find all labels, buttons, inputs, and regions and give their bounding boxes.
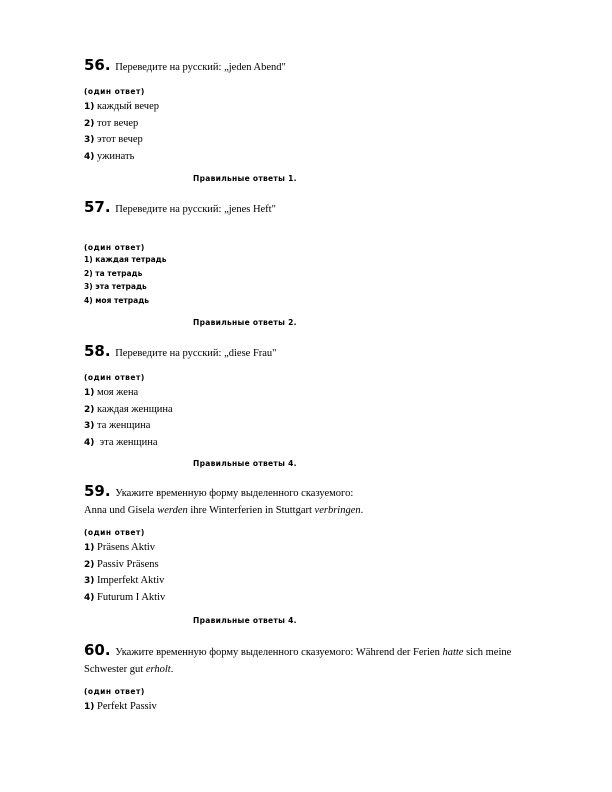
option-text: каждая женщина [97,403,173,415]
question-sentence [84,662,584,677]
option-number: 2) [84,404,95,415]
option-text: эта тетрадь [95,282,147,291]
option [84,253,584,267]
highlighted-verb: verbringen [314,505,361,516]
option-number: 3) [84,135,95,145]
option [84,699,584,716]
option-text: моя жена [97,387,139,398]
option-number: 2) [84,118,95,129]
highlighted-verb: erholt [145,664,171,675]
question-text: sich meine [463,647,512,658]
option-text: ужинать [97,150,135,162]
question-number: 60. [84,641,111,659]
correct-answer-58: Правильные ответы 4. [193,459,297,468]
option-number: 2) [84,559,95,570]
correct-answer-57: Правильные ответы 2. [193,318,297,327]
option-text: этот вечер [97,134,143,145]
option-number: 1) [84,543,95,553]
options-list [84,385,584,451]
sentence-part: . [360,505,364,516]
option-number: 4) [84,151,95,162]
question-heading [84,484,584,501]
option-text: моя тетрадь [95,295,150,305]
option-text: Präsens Aktiv [97,542,156,553]
question-text: Укажите временную форму выделенного сказуемого: Während der Ferien [112,647,443,658]
option-text: Perfekt Passiv [97,701,157,712]
option-number: 4) [84,592,95,603]
options-list [84,99,584,165]
sentence-part: ihre Winterferien in Stuttgart [187,505,315,516]
option-number: 2) [84,268,93,278]
sentence-part: . [170,664,174,675]
option-number: 3) [84,421,95,431]
answer-hint: (один ответ) [84,243,145,252]
question-number: 58. [84,342,111,360]
option-number: 1) [84,255,93,264]
option-text: та женщина [97,420,151,431]
option [84,402,584,419]
option-number: 1) [84,388,95,398]
option-number: 3) [84,282,93,291]
question-text: Переведите на русский: „diese Frau" [112,348,277,359]
option-text: та тетрадь [95,268,143,278]
option [84,149,584,166]
option-number: 3) [84,576,95,586]
option [84,573,584,590]
highlighted-verb: werden [157,505,188,516]
correct-answer-59: Правильные ответы 4. [193,616,297,625]
option-text: каждый вечер [97,101,160,112]
question-56 [84,58,584,165]
question-text: Переведите на русский: „jenes Heft" [112,204,276,215]
option [84,540,584,557]
question-60 [84,643,584,716]
correct-answer-56: Правильные ответы 1. [193,174,297,183]
option-text: Futurum I Aktiv [97,591,166,603]
option-text: каждая тетрадь [95,255,167,264]
option [84,132,584,149]
question-57 [84,200,584,307]
option [84,590,584,607]
option-number: 4) [84,437,95,448]
question-heading [84,643,584,660]
question-59 [84,484,584,606]
options-list [84,699,584,716]
sentence-part: Anna und Gisela [84,505,158,516]
question-number: 56. [84,56,111,74]
option-text: тот вечер [97,117,139,129]
option [84,99,584,116]
answer-hint: (один ответ) [84,373,145,382]
option [84,294,584,308]
option [84,116,584,133]
options-list [84,540,584,606]
question-number: 57. [84,198,111,216]
option-text: Imperfekt Aktiv [97,575,165,586]
highlighted-verb: hatte [442,647,464,658]
sentence-part: Schwester gut [84,664,146,675]
question-heading [84,200,584,217]
option [84,280,584,294]
option-text: эта женщина [97,436,158,448]
question-heading [84,344,584,361]
option-number: 1) [84,102,95,112]
question-58 [84,344,584,451]
answer-hint: (один ответ) [84,687,145,696]
question-text: Переведите на русский: „jeden Abend" [112,62,286,73]
option [84,435,584,452]
option [84,267,584,281]
question-number: 59. [84,482,111,500]
option-number: 4) [84,295,93,305]
answer-hint: (один ответ) [84,87,145,96]
question-sentence [84,503,584,518]
answer-hint: (один ответ) [84,528,145,537]
option [84,557,584,574]
option-text: Passiv Präsens [97,558,159,570]
option [84,418,584,435]
option [84,385,584,402]
question-heading [84,58,584,75]
options-list [84,253,584,307]
question-text: Укажите временную форму выделенного сказуемого: [112,488,354,499]
option-number: 1) [84,702,95,712]
